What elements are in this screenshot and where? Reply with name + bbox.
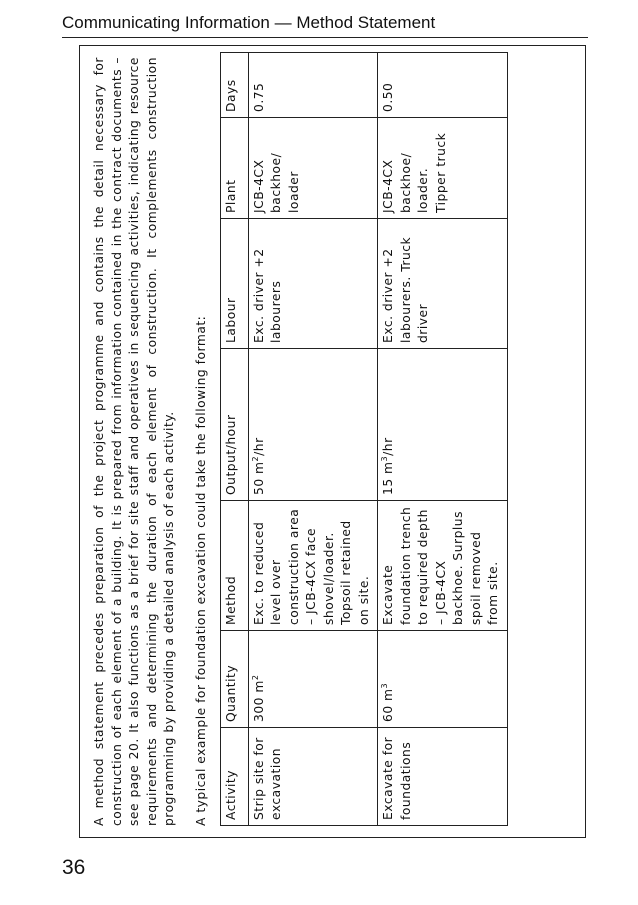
intro-paragraph: A method statement precedes preparation of the project programme and contains the detail necessary for construction of each element of a building. It is prepared from information contained in the contract documents – see page 20. It also functions as a brief for site staff and operatives in sequencing activities, indicating resource requirements and determining the duration of each element of construction. It complements construction programming by providing a detailed analysis of each activity. bbox=[92, 57, 176, 826]
cell-plant: JCB-4CX backhoe/ loader. Tipper truck bbox=[378, 118, 508, 219]
cell-labour: Exc. driver +2 labourers. Truck driver bbox=[378, 219, 508, 349]
page-number: 36 bbox=[62, 856, 86, 879]
cell-plant: JCB-4CX backhoe/ loader bbox=[248, 118, 378, 219]
header-days: Days bbox=[220, 53, 248, 118]
quantity-unit-power: 2 bbox=[250, 674, 260, 681]
output-suffix: /hr bbox=[251, 437, 266, 456]
cell-labour: Exc. driver +2 labourers bbox=[248, 219, 378, 349]
output-value: 50 m bbox=[251, 461, 266, 495]
header-labour: Labour bbox=[220, 219, 248, 349]
cell-output-hour bbox=[248, 349, 378, 501]
cell-activity: Strip site for excavation bbox=[248, 728, 378, 826]
cell-days: 0.50 bbox=[378, 53, 508, 118]
table-lead-text: A typical example for foundation excavation could take the following format: bbox=[193, 315, 208, 826]
output-suffix: /hr bbox=[381, 437, 395, 456]
cell-method: Excavate foundation trench to required depth – JCB-4CX backhoe. Surplus spoil removed from site. bbox=[378, 501, 508, 631]
table-row bbox=[248, 53, 378, 826]
header-plant: Plant bbox=[220, 118, 248, 219]
quantity-value: 60 m bbox=[381, 688, 395, 722]
quantity-unit-power: 3 bbox=[379, 682, 389, 689]
header-rule bbox=[62, 37, 588, 38]
cell-activity: Excavate for foundations bbox=[378, 728, 508, 826]
cell-quantity bbox=[248, 631, 378, 728]
header-output-hour: Output/hour bbox=[220, 349, 248, 501]
cell-output-hour bbox=[378, 349, 508, 501]
cell-days: 0.75 bbox=[248, 53, 378, 118]
quantity-value: 300 m bbox=[251, 680, 266, 722]
table-header-row bbox=[220, 53, 248, 826]
header-activity: Activity bbox=[220, 728, 248, 826]
header-method: Method bbox=[220, 501, 248, 631]
output-unit-power: 3 bbox=[379, 455, 389, 462]
cell-method: Exc. to reduced level over construction area – JCB-4CX face shovel/loader. Topsoil retained on site. bbox=[248, 501, 378, 631]
header-quantity: Quantity bbox=[220, 631, 248, 728]
running-head: Communicating Information — Method Statement bbox=[62, 13, 436, 32]
output-value: 15 m bbox=[381, 461, 395, 495]
rotated-content bbox=[79, 45, 586, 838]
table-row bbox=[378, 53, 508, 826]
output-unit-power: 2 bbox=[250, 455, 260, 462]
cell-quantity bbox=[378, 631, 508, 728]
method-statement-table bbox=[220, 52, 508, 826]
